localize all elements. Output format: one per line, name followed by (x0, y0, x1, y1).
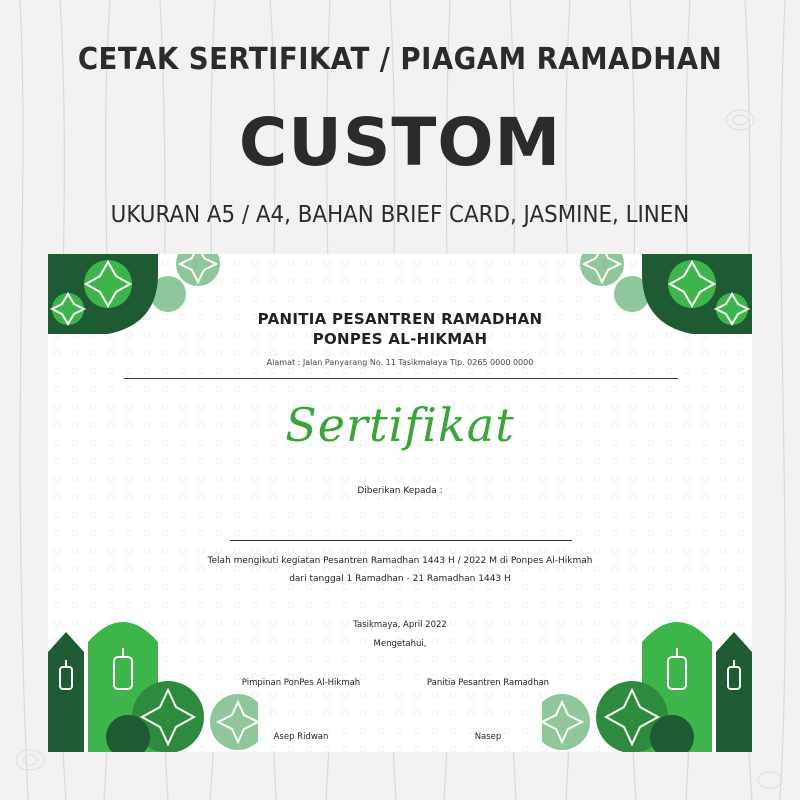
recipient-name-line (230, 540, 572, 541)
certificate-title: Sertifikat (285, 398, 515, 452)
certificate-card (48, 254, 752, 752)
address-line: Alamat : Jalan Panyarang No. 11 Tasikmalaya Tlp. 0265 0000 0000 (266, 358, 534, 367)
acknowledged-label: Mengetahui, (373, 639, 427, 649)
signatory-left-name: Asep Ridwan (273, 732, 329, 742)
banner-sizes-materials: UKURAN A5 / A4, BAHAN BRIEF CARD, JASMINE, LINEN (110, 202, 690, 228)
header-divider (124, 378, 678, 379)
given-to-label: Diberikan Kepada : (357, 486, 443, 496)
place-date: Tasikmaya, April 2022 (353, 620, 447, 630)
certificate-body-line-2: dari tanggal 1 Ramadhan - 21 Ramadhan 1443 H (289, 574, 511, 584)
signatory-right-role: Panitia Pesantren Ramadhan (426, 678, 550, 688)
institution-name: PONPES AL-HIKMAH (312, 330, 488, 348)
organizer-name: PANITIA PESANTREN RAMADHAN (257, 310, 543, 328)
certificate-body-line-1: Telah mengikuti kegiatan Pesantren Ramadhan 1443 H / 2022 M di Ponpes Al-Hikmah (207, 556, 593, 566)
signatory-left-role: Pimpinan PonPes Al-Hikmah (241, 678, 361, 688)
signatory-right-name: Nasep (474, 732, 502, 742)
banner-custom-heading: CUSTOM (238, 104, 562, 181)
banner-headline: CETAK SERTIFIKAT / PIAGAM RAMADHAN (77, 42, 723, 77)
